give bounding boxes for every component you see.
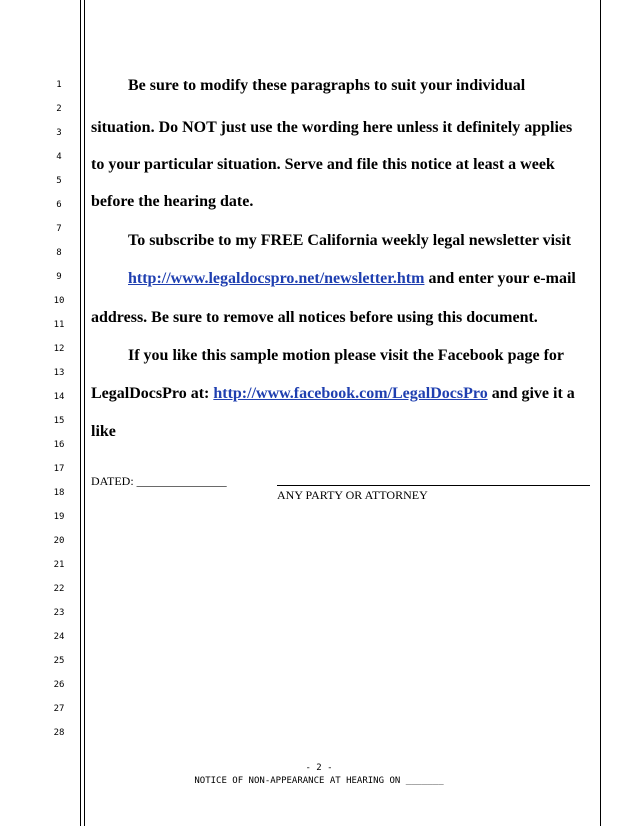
paragraph-2-line-2	[128, 269, 638, 289]
line-number: 18	[53, 488, 65, 498]
newsletter-link[interactable]: http://www.legaldocspro.net/newsletter.htm	[128, 270, 425, 287]
footer-title: NOTICE OF NON-APPEARANCE AT HEARING ON _______	[194, 776, 444, 786]
paragraph-3-line-2-suffix: and give it a	[487, 385, 575, 402]
line-number: 13	[53, 368, 65, 378]
left-margin-rule-inner	[84, 0, 85, 826]
page-number: - 2 -	[305, 763, 333, 773]
line-number: 4	[56, 152, 62, 162]
line-number: 1	[56, 80, 62, 90]
line-number: 24	[53, 632, 65, 642]
line-number: 2	[56, 104, 62, 114]
paragraph-1-line-3: to your particular situation. Serve and file this notice at least a week	[91, 156, 555, 173]
paragraph-2-line-3: address. Be sure to remove all notices before using this document.	[91, 309, 538, 326]
line-number: 17	[53, 464, 65, 474]
line-number: 27	[53, 704, 65, 714]
facebook-link[interactable]: http://www.facebook.com/LegalDocsPro	[213, 385, 488, 402]
line-number: 22	[53, 584, 65, 594]
signature-line	[277, 485, 590, 486]
line-number: 21	[53, 560, 65, 570]
line-number: 26	[53, 680, 65, 690]
paragraph-3-line-2-prefix: LegalDocsPro at:	[91, 385, 214, 402]
line-number: 23	[53, 608, 65, 618]
line-number: 15	[53, 416, 65, 426]
line-number: 28	[53, 728, 65, 738]
paragraph-3-line-1: If you like this sample motion please visit the Facebook page for	[128, 347, 564, 364]
line-number: 6	[56, 200, 62, 210]
paragraph-2-line-1: To subscribe to my FREE California weekly legal newsletter visit	[128, 232, 572, 249]
line-number: 3	[56, 128, 62, 138]
dated-line: DATED: _______________	[91, 474, 227, 488]
line-number: 12	[53, 344, 65, 354]
line-number: 9	[56, 272, 62, 282]
paragraph-3-line-3: like	[91, 423, 116, 440]
paragraph-1-line-1: Be sure to modify these paragraphs to suit your individual	[128, 77, 526, 94]
line-number: 19	[53, 512, 65, 522]
line-number: 11	[53, 320, 65, 330]
line-number: 14	[53, 392, 65, 402]
line-number: 8	[56, 248, 62, 258]
line-number: 20	[53, 536, 65, 546]
line-number: 5	[56, 176, 62, 186]
paragraph-1-line-2: situation. Do NOT just use the wording here unless it definitely applies	[91, 119, 573, 136]
paragraph-1-line-4: before the hearing date.	[91, 193, 254, 210]
line-number: 7	[56, 224, 62, 234]
paragraph-3-line-2	[91, 384, 601, 404]
line-number: 10	[53, 296, 65, 306]
line-number: 16	[53, 440, 65, 450]
line-number: 25	[53, 656, 65, 666]
left-margin-rule-outer	[80, 0, 81, 826]
paragraph-2-line-2-rest: and enter your e-mail	[424, 270, 576, 287]
signature-caption: ANY PARTY OR ATTORNEY	[277, 488, 428, 502]
